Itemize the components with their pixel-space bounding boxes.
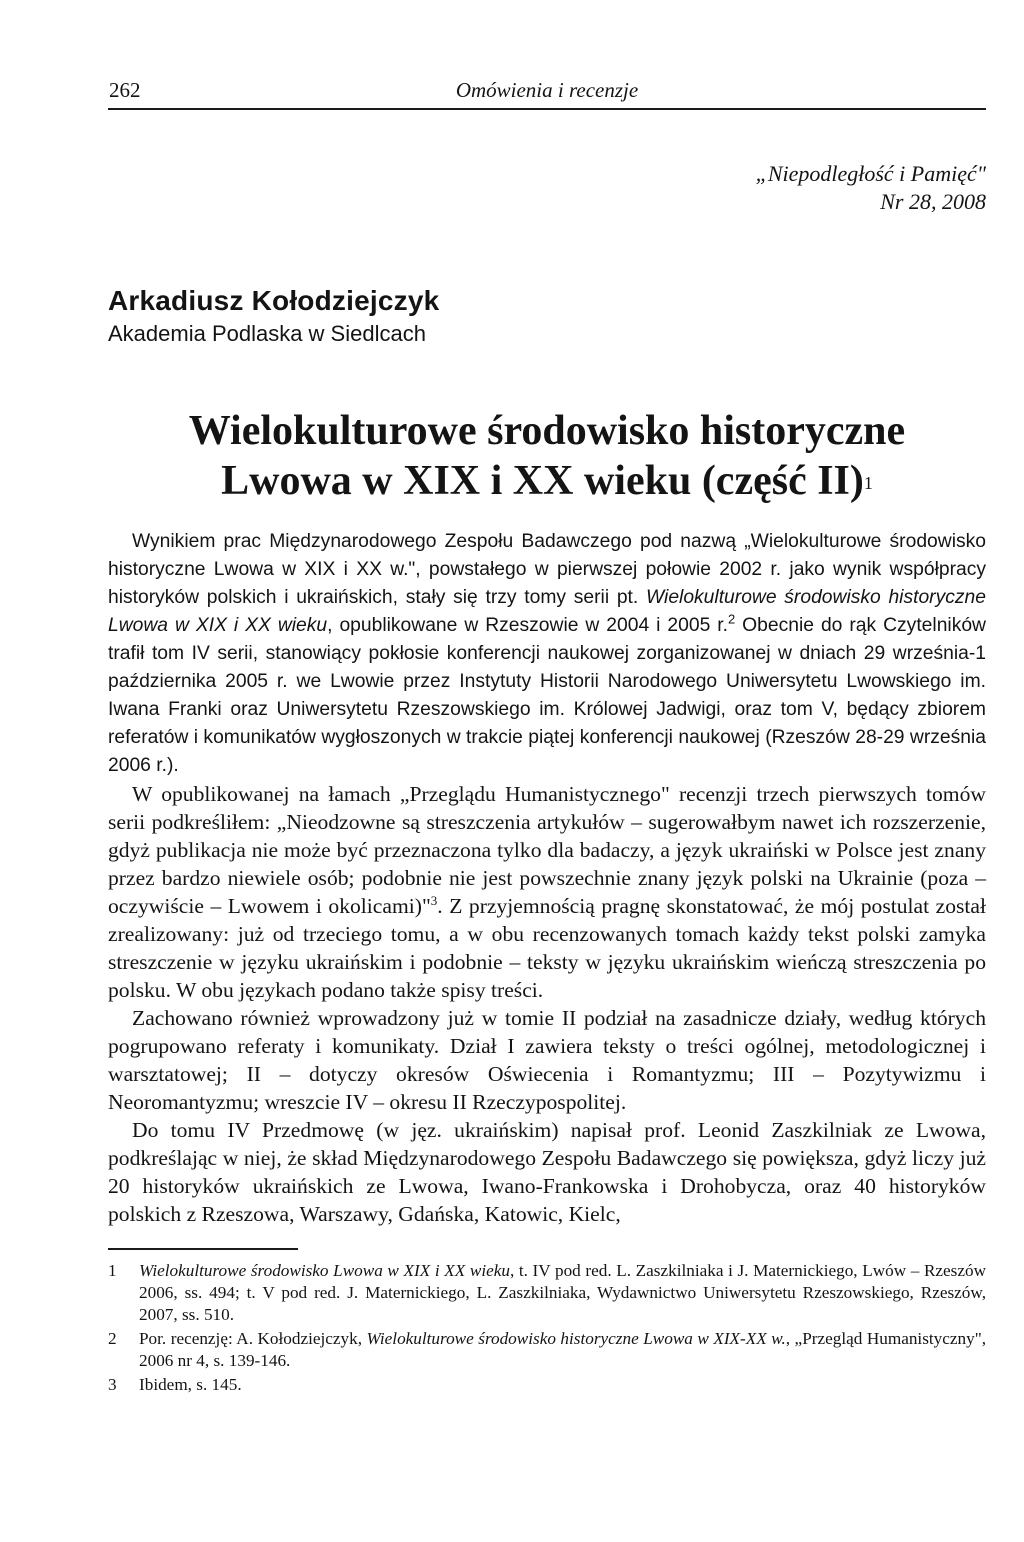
- footnote-number: 3: [108, 1375, 117, 1394]
- paragraph-1-text-d: Obecnie do rąk Czytelników trafił tom IV serii, stanowiący pokłosie konferencji naukowej zorganizowanej w dniach 29 września-1 października 2005 r. we Lwowie przez Instytuty Historii Narodowego Uniwersytetu Lwowskiego im. Iwana Franki oraz Uniwersytetu Rzeszowskiego im. Królowej Jadwigi, oraz tom V, będący zbiorem referatów i komunikatów wygłoszonych w trakcie piątej konferencji naukowej (Rzeszów 28-29 września 2006 r.).: [108, 615, 986, 776]
- paragraph-2-text-a: W opublikowanej na łamach „Przeglądu Humanistycznego" recenzji trzech pierwszych tomów serii podkreśliłem: „Nieodzowne są streszczenia artykułów – sugerowałbym nawet ich rozszerzenie, gdyż publikacja nie może być przeznaczona tylko dla badaczy, a język ukraiński w Polsce jest znany przez bardzo niewiele osób; podobnie nie jest powszechnie znany język polski na Ukrainie (poza – oczywiście – Lwowem i okolicami)": [108, 782, 986, 918]
- paragraph-2-text-b: . Z przyjemnością pragnę skonstatować, że mój postulat został zrealizowany: już od trzeciego tomu, a w obu recenzowanych tomach każdy tekst polski zamyka streszczenie w języku ukraińskim i podobnie – teksty w języku ukraińskim wieńczą streszczenia po polsku. W obu językach podano także spisy treści.: [108, 894, 987, 1002]
- article-body: [108, 528, 986, 1228]
- running-header: [108, 70, 986, 110]
- author-name: Arkadiusz Kołodziejczyk: [108, 285, 440, 316]
- paragraph-2: [108, 780, 986, 1004]
- journal-name: „Niepodległość i Pamięć": [755, 161, 986, 186]
- footnote-2-text: , „Przegląd Humanistyczny", 2006 nr 4, s. 139-146.: [139, 1329, 987, 1370]
- paragraph-1-text-c: , opublikowane w Rzeszowie w 2004 i 2005 r.: [327, 615, 728, 636]
- footnote-2-italic: Wielokulturowe środowisko historyczne Lwowa w XIX-XX w.: [366, 1329, 786, 1348]
- footnote-number: 1: [108, 1261, 117, 1280]
- footnote-2: [108, 1328, 986, 1372]
- title-footnote-ref[interactable]: 1: [863, 473, 873, 493]
- footnote-1-text: , t. IV pod red. L. Zaszkilniaka i J. Maternickiego, Lwów – Rzeszów 2006, ss. 494; t. V pod red. J. Maternickiego, L. Zaszkilniaka, Wydawnictwo Uniwersytetu Rzeszowskiego, Rzeszów, 2007, ss. 510.: [139, 1261, 986, 1324]
- footnotes: [108, 1260, 986, 1396]
- footnote-3: [108, 1374, 986, 1396]
- paragraph-1-text-a: Wynikiem prac Międzynarodowego Zespołu Badawczego pod nazwą „Wielokulturowe środowisko historyczne Lwowa w XIX i XX w.", powstałego w pierwszej połowie 2002 r. jako wynik współpracy historyków polskich i ukraińskich, stały się trzy tomy serii pt.: [108, 531, 986, 608]
- footnote-3-text: Ibidem, s. 145.: [139, 1375, 242, 1394]
- series-title-italic: Wielokulturowe środowisko historyczne Lwowa w XIX i XX wieku: [108, 587, 986, 636]
- paragraph-4: Do tomu IV Przedmowę (w jęz. ukraińskim) napisał prof. Leonid Zaszkilniak ze Lwowa, podkreślając w niej, że skład Międzynarodowego Zespołu Badawczego się powiększa, gdyż liczy już 20 historyków ukraińskich ze Lwowa, Iwano-Frankowska i Drohobycza, oraz 40 historyków polskich z Rzeszowa, Warszawy, Gdańska, Katowic, Kielc,: [108, 1118, 986, 1226]
- footnote-number: 2: [108, 1329, 117, 1348]
- footnote-ref-3[interactable]: 3: [430, 892, 438, 908]
- author-block: [108, 284, 986, 348]
- paragraph-3: Zachowano również wprowadzony już w tomie II podział na zasadnicze działy, według których pogrupowano referaty i komunikaty. Dział I zawiera teksty o treści ogólnej, metodologicznej i warsztatowej; II – dotyczy okresów Oświecenia i Romantyzmu; III – Pozytywizmu i Neoromantyzmu; wreszcie IV – okresu II Rzeczypospolitej.: [108, 1006, 986, 1114]
- article-title: [108, 406, 986, 506]
- journal-issue: Nr 28, 2008: [880, 189, 986, 214]
- article-title-line-1: Wielokulturowe środowisko historyczne: [188, 408, 906, 454]
- footnote-divider: [108, 1248, 298, 1250]
- page-number: 262: [109, 78, 141, 102]
- journal-info: [108, 160, 986, 216]
- article-title-line-2: Lwowa w XIX i XX wieku (część II): [221, 458, 864, 504]
- footnote-ref-2[interactable]: 2: [727, 611, 736, 627]
- author-affiliation: Akademia Podlaska w Siedlcach: [108, 321, 426, 346]
- footnote-1-italic: Wielokulturowe środowisko Lwowa w XIX i XX wieku: [139, 1261, 510, 1280]
- running-title: Omówienia i recenzje: [455, 78, 639, 102]
- footnote-2-prefix: Por. recenzję: A. Kołodziejczyk,: [139, 1329, 367, 1348]
- document-page: [108, 70, 986, 1398]
- paragraph-1: [108, 528, 986, 780]
- footnote-1: [108, 1260, 986, 1326]
